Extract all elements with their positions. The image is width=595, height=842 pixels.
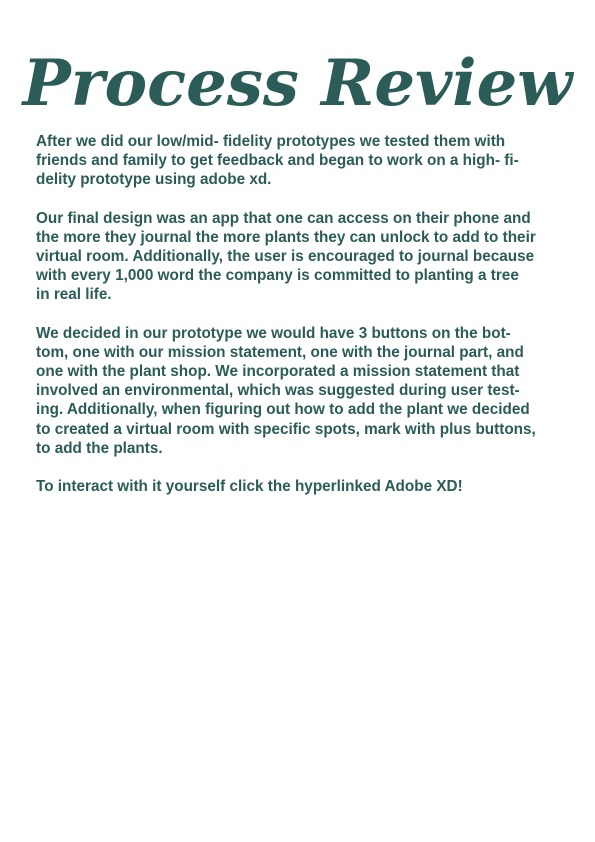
paragraph-prototype-buttons: [36, 324, 564, 458]
paragraph-line: virtual room. Additionally, the user is encouraged to journal because: [36, 248, 535, 266]
paragraph-line: to add the plants.: [36, 439, 163, 457]
paragraph-line: friends and family to get feedback and began to work on a high- fi-: [36, 152, 519, 170]
paragraph-line: involved an environmental, which was suggested during user test-: [36, 382, 520, 400]
body-text: [36, 132, 564, 515]
page-title: Process Review: [22, 46, 573, 121]
paragraph-line: After we did our low/mid- fidelity prototypes we tested them with: [36, 133, 506, 150]
paragraph-line: We decided in our prototype we would have 3 buttons on the bot-: [36, 324, 511, 342]
paragraph-final-design: [36, 209, 564, 305]
paragraph-adobe-xd-link: [36, 477, 564, 496]
paragraph-line: tom, one with our mission statement, one with the journal part, and: [36, 343, 524, 361]
paragraph-line: with every 1,000 word the company is committed to planting a tree: [36, 267, 519, 285]
paragraph-line: ing. Additionally, when figuring out how to add the plant we decided: [36, 401, 530, 419]
paragraph-prototyping: [36, 132, 564, 190]
paragraph-line: in real life.: [36, 286, 112, 304]
paragraph-line: one with the plant shop. We incorporated a mission statement that: [36, 363, 520, 381]
paragraph-line: delity prototype using adobe xd.: [36, 171, 272, 189]
paragraph-line: To interact with it yourself click the hyperlinked Adobe XD!: [36, 478, 463, 496]
paragraph-line: to created a virtual room with specific spots, mark with plus buttons,: [36, 420, 536, 438]
paragraph-line: the more they journal the more plants they can unlock to add to their: [36, 228, 536, 246]
paragraph-line: Our final design was an app that one can access on their phone and: [36, 209, 531, 227]
